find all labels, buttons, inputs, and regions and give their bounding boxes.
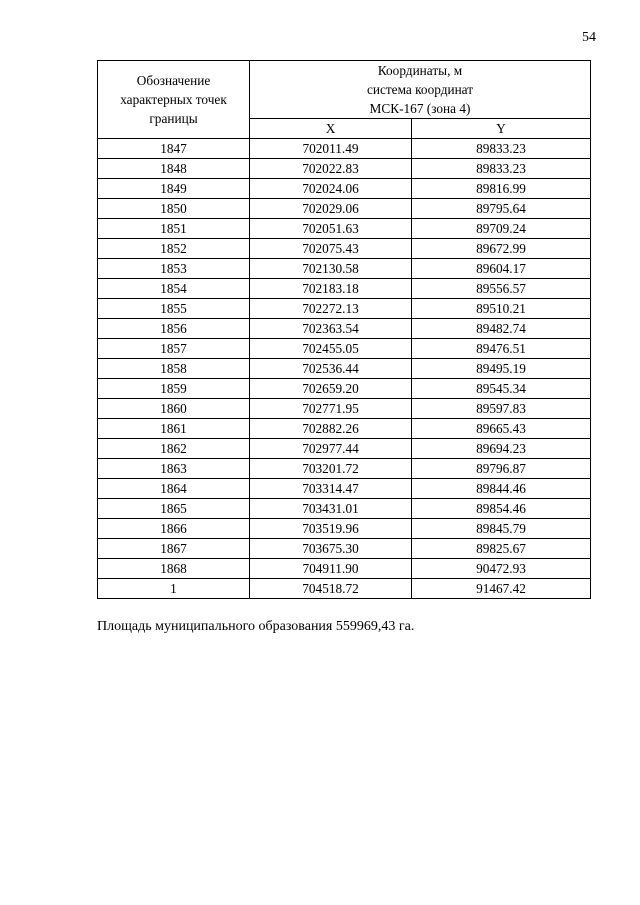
header-x: X xyxy=(250,119,412,139)
area-note: Площадь муниципального образования 559969,43 га. xyxy=(97,619,415,634)
coordinates-table-body xyxy=(98,139,591,599)
point-cell: 1851 xyxy=(98,219,250,239)
point-cell: 1858 xyxy=(98,359,250,379)
x-cell: 702029.06 xyxy=(250,199,412,219)
header-point-line: Обозначение xyxy=(136,73,211,88)
header-coords-line: Координаты, м xyxy=(377,63,463,78)
point-cell: 1848 xyxy=(98,159,250,179)
y-cell: 89672.99 xyxy=(412,239,591,259)
y-cell: 91467.42 xyxy=(412,579,591,599)
point-cell: 1865 xyxy=(98,499,250,519)
table-row xyxy=(98,319,591,339)
point-cell: 1859 xyxy=(98,379,250,399)
x-cell: 703431.01 xyxy=(250,499,412,519)
x-cell: 702363.54 xyxy=(250,319,412,339)
point-cell: 1868 xyxy=(98,559,250,579)
table-row xyxy=(98,479,591,499)
table-row xyxy=(98,359,591,379)
table-row xyxy=(98,559,591,579)
x-cell: 702659.20 xyxy=(250,379,412,399)
y-cell: 89495.19 xyxy=(412,359,591,379)
table-row xyxy=(98,279,591,299)
header-y: Y xyxy=(412,119,591,139)
x-cell: 702272.13 xyxy=(250,299,412,319)
y-cell: 89604.17 xyxy=(412,259,591,279)
y-cell: 89545.34 xyxy=(412,379,591,399)
point-cell: 1862 xyxy=(98,439,250,459)
x-cell: 702977.44 xyxy=(250,439,412,459)
table-row xyxy=(98,179,591,199)
table-row xyxy=(98,379,591,399)
x-cell: 704518.72 xyxy=(250,579,412,599)
y-cell: 89694.23 xyxy=(412,439,591,459)
table-row xyxy=(98,339,591,359)
point-cell: 1863 xyxy=(98,459,250,479)
y-cell: 89482.74 xyxy=(412,319,591,339)
point-cell: 1854 xyxy=(98,279,250,299)
x-cell: 703314.47 xyxy=(250,479,412,499)
x-cell: 702882.26 xyxy=(250,419,412,439)
x-cell: 702455.05 xyxy=(250,339,412,359)
x-cell: 703201.72 xyxy=(250,459,412,479)
table-row xyxy=(98,399,591,419)
point-cell: 1855 xyxy=(98,299,250,319)
x-cell: 703675.30 xyxy=(250,539,412,559)
y-cell: 89825.67 xyxy=(412,539,591,559)
x-cell: 702130.58 xyxy=(250,259,412,279)
header-point-line: границы xyxy=(149,111,198,126)
y-cell: 89833.23 xyxy=(412,139,591,159)
point-cell: 1867 xyxy=(98,539,250,559)
header-coords-line: система координат xyxy=(366,82,474,97)
table-row xyxy=(98,139,591,159)
y-cell: 89510.21 xyxy=(412,299,591,319)
table-row xyxy=(98,219,591,239)
point-cell: 1861 xyxy=(98,419,250,439)
point-cell: 1850 xyxy=(98,199,250,219)
y-cell: 89665.43 xyxy=(412,419,591,439)
table-row xyxy=(98,259,591,279)
point-cell: 1857 xyxy=(98,339,250,359)
page-number: 54 xyxy=(582,30,596,45)
table-row xyxy=(98,159,591,179)
x-cell: 702183.18 xyxy=(250,279,412,299)
table-row xyxy=(98,419,591,439)
table-row xyxy=(98,459,591,479)
table-row xyxy=(98,539,591,559)
x-cell: 702011.49 xyxy=(250,139,412,159)
table-row xyxy=(98,519,591,539)
y-cell: 89816.99 xyxy=(412,179,591,199)
x-cell: 702771.95 xyxy=(250,399,412,419)
point-cell: 1 xyxy=(98,579,250,599)
point-cell: 1849 xyxy=(98,179,250,199)
y-cell: 89854.46 xyxy=(412,499,591,519)
table-row xyxy=(98,579,591,599)
x-cell: 702536.44 xyxy=(250,359,412,379)
y-cell: 89844.46 xyxy=(412,479,591,499)
header-coords-line: МСК-167 (зона 4) xyxy=(369,101,471,116)
table-row xyxy=(98,239,591,259)
point-cell: 1856 xyxy=(98,319,250,339)
x-cell: 702075.43 xyxy=(250,239,412,259)
y-cell: 89709.24 xyxy=(412,219,591,239)
header-point-line: характерных точек xyxy=(120,92,227,107)
point-cell: 1860 xyxy=(98,399,250,419)
x-cell: 702024.06 xyxy=(250,179,412,199)
header-point-designation xyxy=(98,61,250,139)
y-cell: 89833.23 xyxy=(412,159,591,179)
coordinates-table xyxy=(97,60,591,599)
y-cell: 89597.83 xyxy=(412,399,591,419)
point-cell: 1864 xyxy=(98,479,250,499)
x-cell: 703519.96 xyxy=(250,519,412,539)
table-row xyxy=(98,499,591,519)
x-cell: 702051.63 xyxy=(250,219,412,239)
table-row xyxy=(98,439,591,459)
y-cell: 89796.87 xyxy=(412,459,591,479)
point-cell: 1847 xyxy=(98,139,250,159)
point-cell: 1852 xyxy=(98,239,250,259)
y-cell: 89476.51 xyxy=(412,339,591,359)
y-cell: 89795.64 xyxy=(412,199,591,219)
header-coordinates xyxy=(250,61,591,119)
x-cell: 704911.90 xyxy=(250,559,412,579)
table-row xyxy=(98,199,591,219)
y-cell: 89556.57 xyxy=(412,279,591,299)
x-cell: 702022.83 xyxy=(250,159,412,179)
y-cell: 89845.79 xyxy=(412,519,591,539)
point-cell: 1866 xyxy=(98,519,250,539)
table-row xyxy=(98,299,591,319)
point-cell: 1853 xyxy=(98,259,250,279)
y-cell: 90472.93 xyxy=(412,559,591,579)
